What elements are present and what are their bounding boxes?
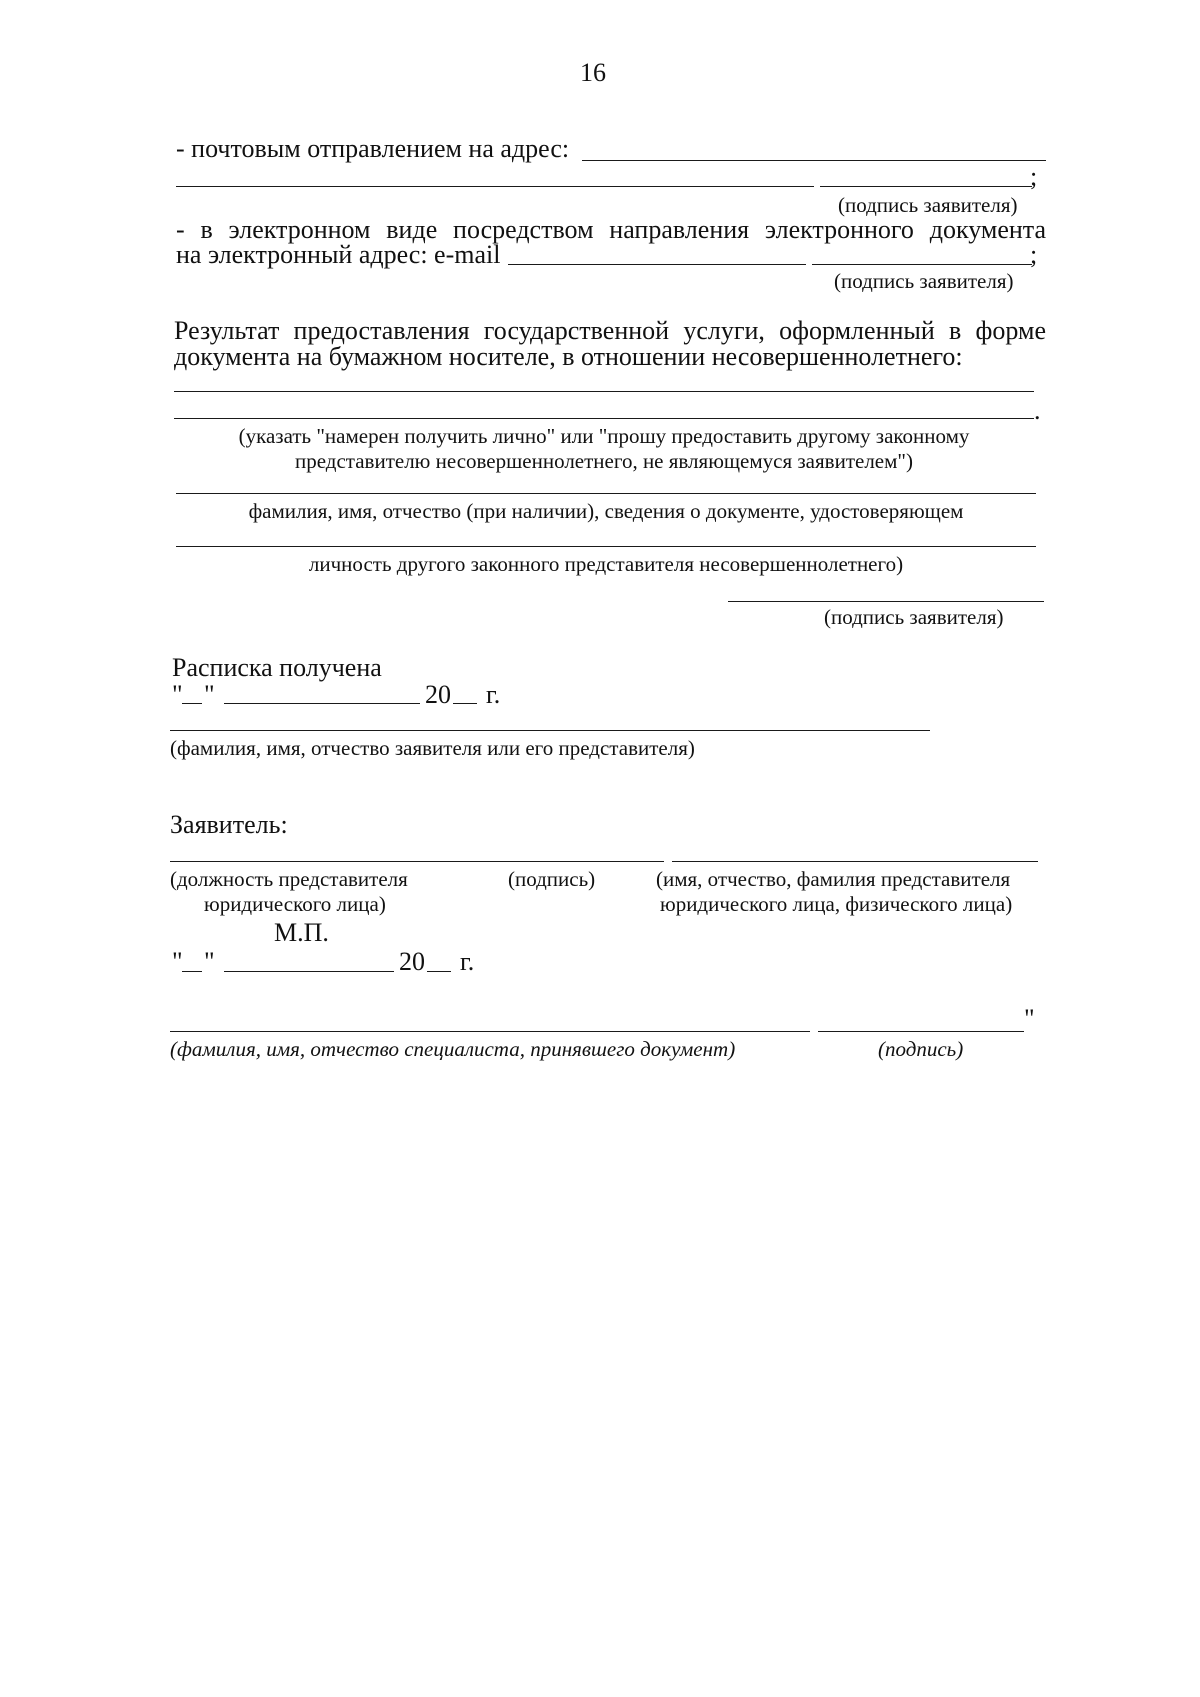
electronic-semicolon: ; bbox=[1030, 240, 1038, 269]
result-line-2: документа на бумажном носителе, в отношении несовершеннолетнего: bbox=[174, 342, 963, 371]
postal-label: - почтовым отправлением на адрес: bbox=[176, 134, 570, 163]
applicant-quote-open: " bbox=[172, 947, 183, 976]
postal-signature-line[interactable] bbox=[820, 186, 1032, 187]
receipt-quote-close: " bbox=[204, 680, 215, 709]
applicant-year-suffix: г. bbox=[460, 947, 475, 976]
postal-signature-caption: (подпись заявителя) bbox=[838, 193, 1018, 217]
applicant-day-line[interactable] bbox=[182, 971, 202, 972]
applicant-title: Заявитель: bbox=[170, 810, 288, 839]
applicant-name-line[interactable] bbox=[672, 861, 1038, 862]
specialist-signature-caption: (подпись) bbox=[878, 1037, 964, 1061]
receipt-fio-line[interactable] bbox=[170, 730, 930, 731]
applicant-signature-caption: (подпись) bbox=[508, 867, 596, 891]
applicant-name-caption-1: (имя, отчество, фамилия представителя bbox=[656, 867, 1011, 891]
electronic-line-2: на электронный адрес: e-mail bbox=[176, 240, 501, 269]
applicant-year-prefix: 20 bbox=[399, 947, 425, 976]
receipt-day-line[interactable] bbox=[182, 703, 202, 704]
applicant-year-line[interactable] bbox=[427, 971, 451, 972]
specialist-signature-line[interactable] bbox=[818, 1031, 1024, 1032]
receipt-month-line[interactable] bbox=[224, 703, 420, 704]
result-note-line-1: (указать "намерен получить лично" или "прошу предоставить другому законному bbox=[238, 424, 970, 448]
specialist-fio-line[interactable] bbox=[170, 1031, 810, 1032]
representative-identity-line[interactable] bbox=[176, 546, 1036, 547]
receipt-year-suffix: г. bbox=[486, 680, 501, 709]
result-signature-line[interactable] bbox=[728, 601, 1044, 602]
result-note-line-2: представителю несовершеннолетнего, не являющемуся заявителем") bbox=[295, 449, 913, 473]
applicant-stamp: М.П. bbox=[274, 918, 329, 947]
representative-fio-caption: фамилия, имя, отчество (при наличии), сведения о документе, удостоверяющем bbox=[248, 499, 964, 523]
applicant-position-caption-1: (должность представителя bbox=[170, 867, 408, 891]
specialist-fio-caption: (фамилия, имя, отчество специалиста, принявшего документ) bbox=[170, 1037, 736, 1061]
receipt-fio-caption: (фамилия, имя, отчество заявителя или его представителя) bbox=[170, 736, 695, 760]
page-number: 16 bbox=[580, 58, 606, 87]
receipt-title: Расписка получена bbox=[172, 653, 382, 682]
postal-address-line-2[interactable] bbox=[176, 186, 814, 187]
result-answer-line-1[interactable] bbox=[174, 391, 1034, 392]
applicant-quote-close: " bbox=[204, 947, 215, 976]
result-period: . bbox=[1034, 396, 1041, 425]
receipt-year-line[interactable] bbox=[453, 703, 477, 704]
receipt-quote-open: " bbox=[172, 680, 183, 709]
result-answer-line-2[interactable] bbox=[174, 418, 1034, 419]
applicant-position-caption-2: юридического лица) bbox=[204, 892, 386, 916]
electronic-signature-caption: (подпись заявителя) bbox=[834, 269, 1014, 293]
electronic-signature-line[interactable] bbox=[812, 264, 1032, 265]
representative-fio-line[interactable] bbox=[176, 493, 1036, 494]
result-line-1: Результат предоставления государственной услуги, оформленный в форме bbox=[174, 316, 1046, 345]
postal-address-line[interactable] bbox=[582, 160, 1046, 161]
applicant-month-line[interactable] bbox=[224, 971, 394, 972]
postal-semicolon: ; bbox=[1030, 162, 1038, 191]
email-line[interactable] bbox=[508, 264, 806, 265]
electronic-line-1: - в электронном виде посредством направления электронного документа bbox=[176, 215, 1046, 244]
applicant-name-caption-2: юридического лица, физического лица) bbox=[660, 892, 1013, 916]
receipt-year-prefix: 20 bbox=[425, 680, 451, 709]
representative-identity-caption: личность другого законного представителя несовершеннолетнего) bbox=[308, 552, 904, 576]
specialist-quote-close: " bbox=[1024, 1004, 1035, 1033]
result-signature-caption: (подпись заявителя) bbox=[824, 605, 1004, 629]
applicant-position-signature-line[interactable] bbox=[170, 861, 664, 862]
